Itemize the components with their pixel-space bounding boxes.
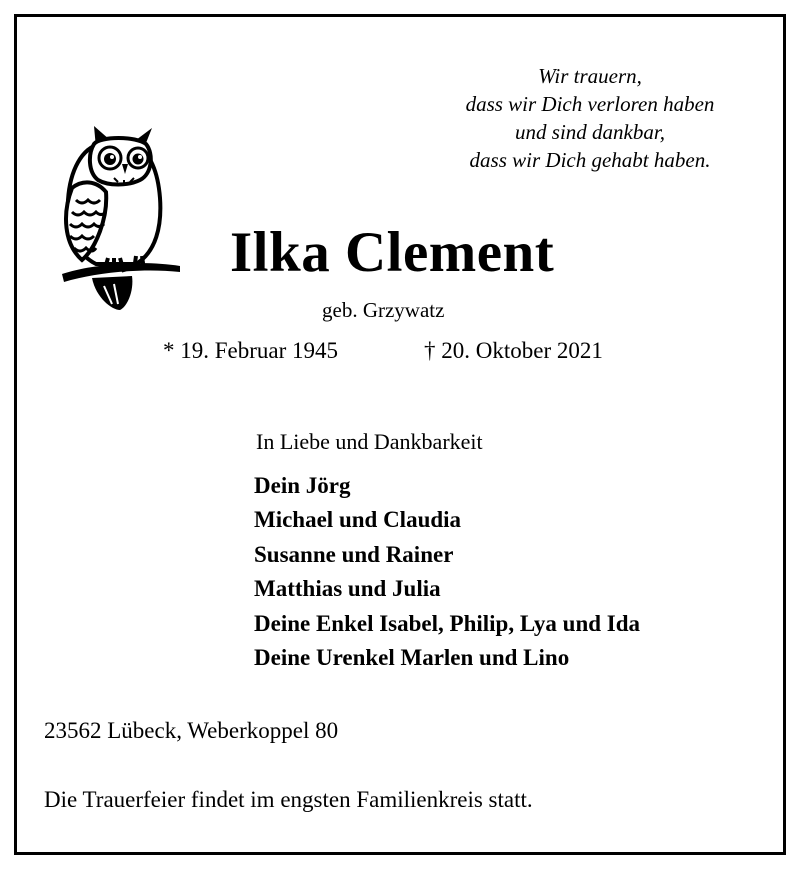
owl-icon — [52, 118, 182, 314]
mourner-line: Dein Jörg — [254, 473, 351, 498]
maiden-name: geb. Grzywatz — [322, 298, 445, 322]
mourners-intro: In Liebe und Dankbarkeit — [256, 429, 483, 454]
address: 23562 Lübeck, Weberkoppel 80 — [44, 718, 339, 743]
quote-line: dass wir Dich gehabt haben. — [469, 148, 711, 172]
mourner-line: Deine Urenkel Marlen und Lino — [254, 645, 570, 671]
quote-line: Wir trauern, — [538, 64, 642, 88]
mourner-line: Matthias und Julia — [254, 576, 441, 602]
quote-line: dass wir Dich verloren haben — [465, 92, 715, 116]
deceased-name: Ilka Clement — [230, 221, 555, 284]
quote-line: und sind dankbar, — [515, 120, 665, 144]
death-date: † 20. Oktober 2021 — [424, 338, 603, 363]
mourner-line: Deine Enkel Isabel, Philip, Lya und Ida — [254, 610, 641, 636]
birth-date: * 19. Februar 1945 — [163, 338, 339, 363]
mourner-line: Michael und Claudia — [254, 507, 462, 533]
mourners-list — [254, 469, 640, 675]
mourner-line: Susanne und Rainer — [254, 541, 454, 567]
funeral-notice: Die Trauerfeier findet im engsten Familienkreis statt. — [44, 787, 533, 812]
condolence-quote — [380, 62, 800, 174]
